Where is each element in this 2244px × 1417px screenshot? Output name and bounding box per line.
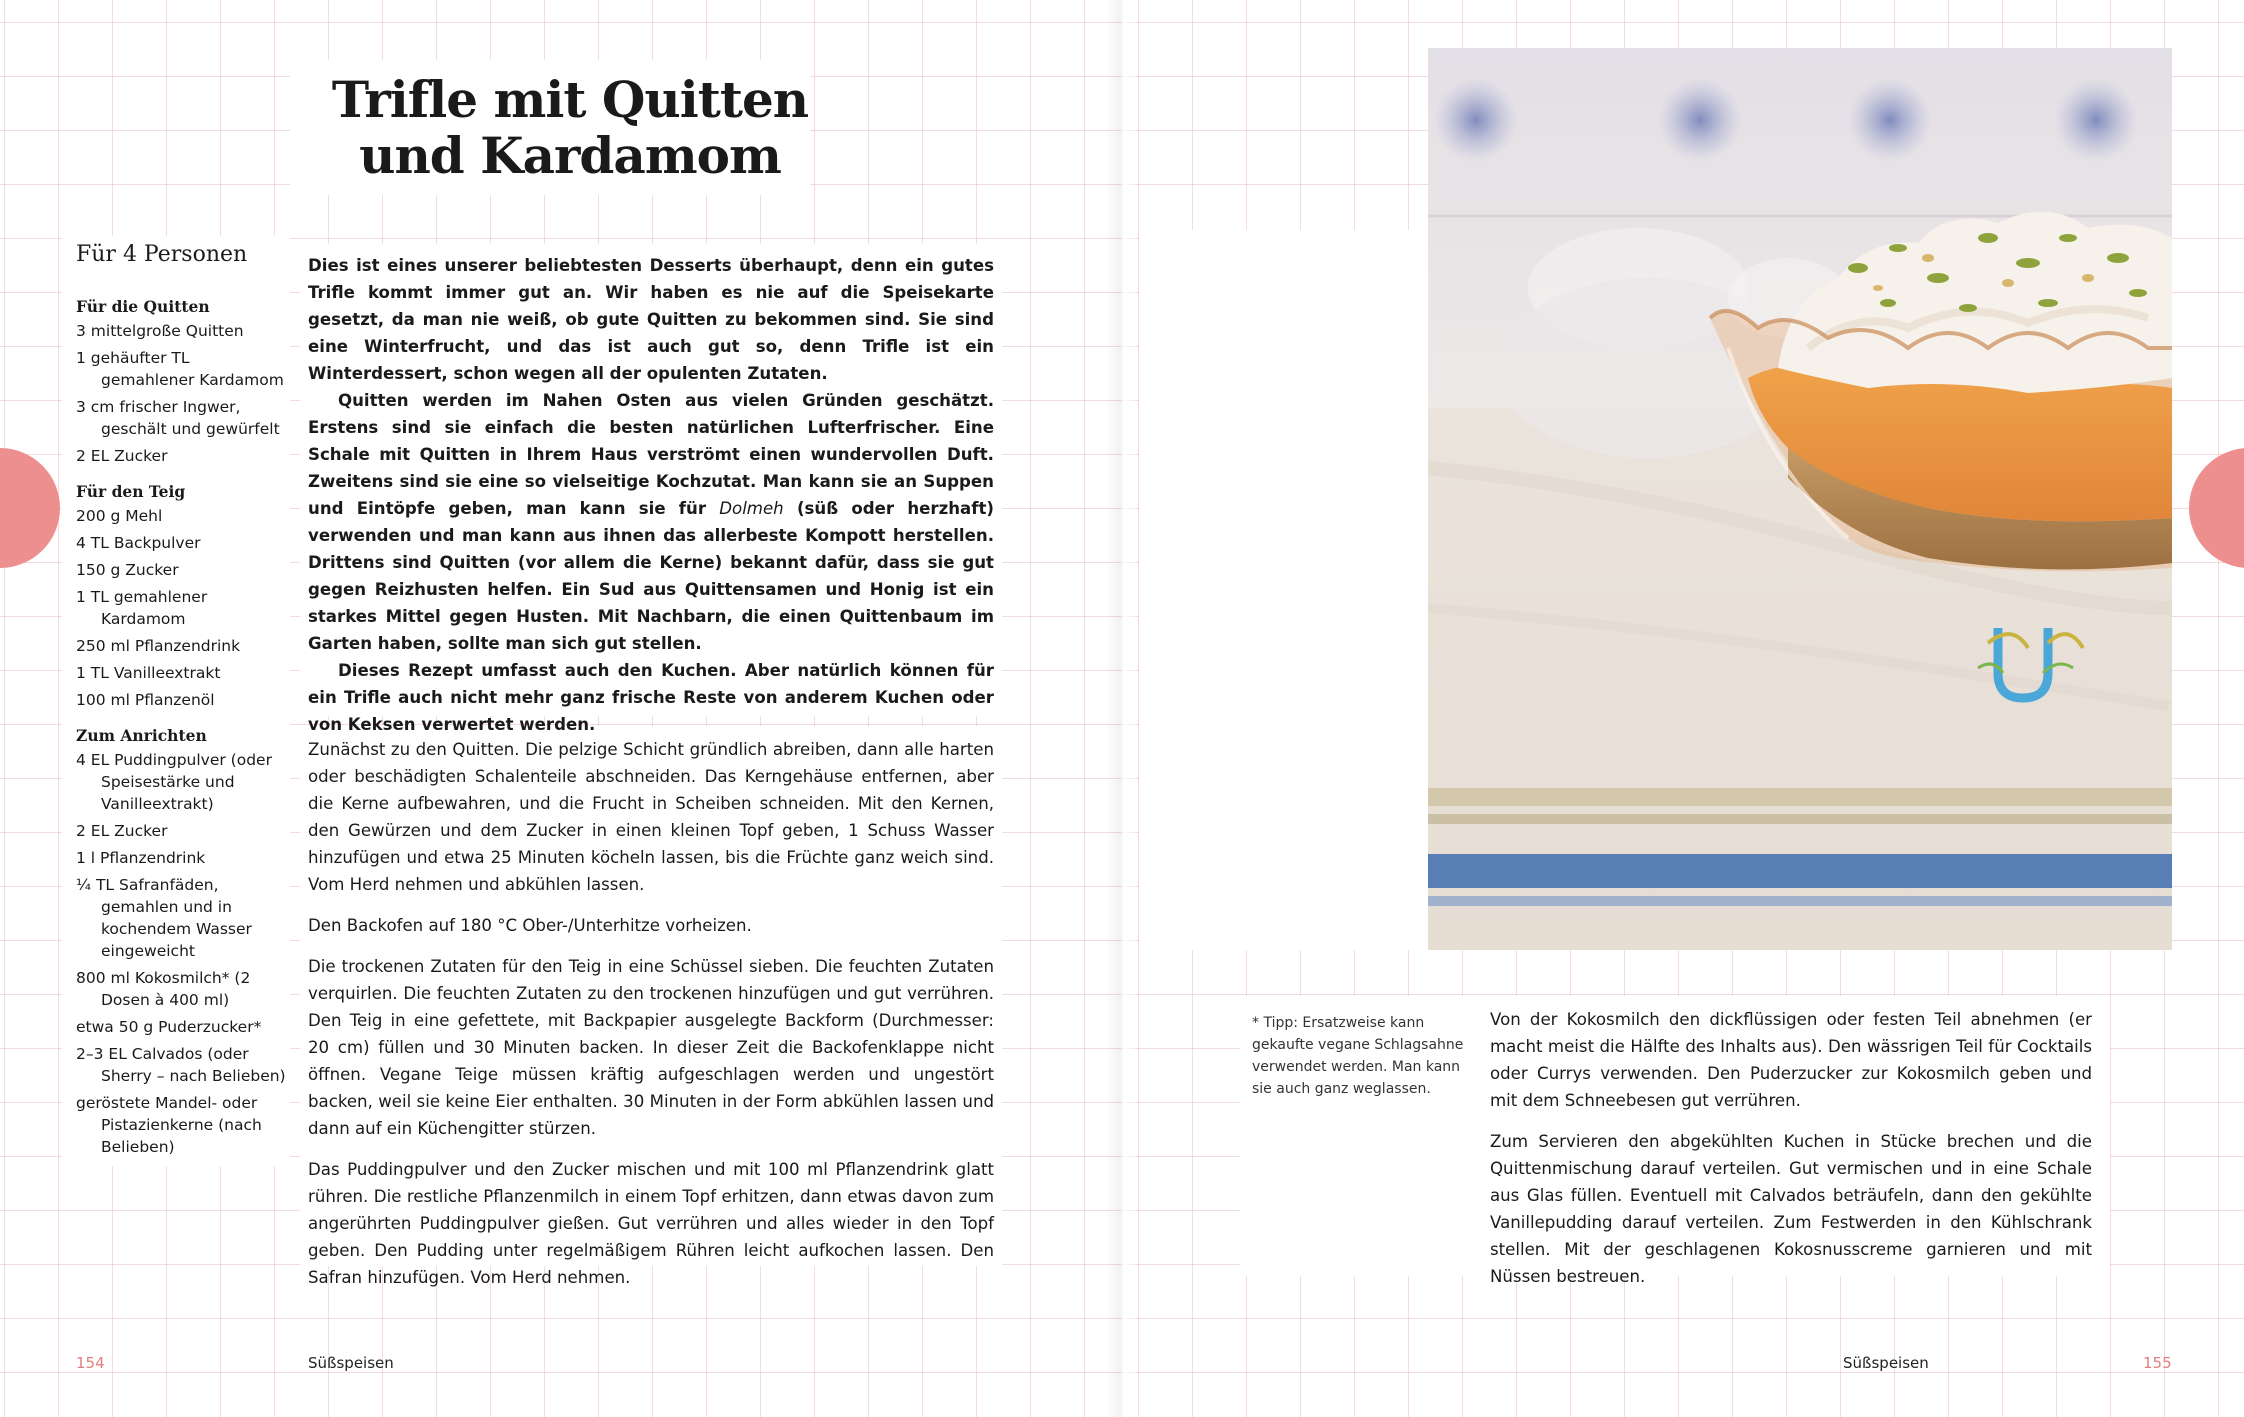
ingredient-item: 1 TL gemahlener Kardamom (76, 588, 208, 628)
book-spine (1105, 0, 1139, 1417)
ingredient-item: ¼ TL Safranfäden, gemahlen und in kochendem Wasser eingeweicht (76, 876, 252, 960)
section-label-right: Süßspeisen (1843, 1354, 1929, 1372)
ingredient-item: 1 gehäufter TL gemahlener Kardamom (76, 349, 284, 389)
page-number-right: 155 (2143, 1354, 2172, 1372)
ingredient-item: 150 g Zucker (76, 561, 179, 579)
intro-paragraph: Quitten werden im Nahen Osten aus vielen Gründen geschätzt. Erstens sind sie einfach die besten natürlichen Lufterfrischer. Eine Schale mit Quitten in Ihrem Haus verströmt einen wundervollen Duft. Zweitens sind sie eine so vielseitige Kochzutat. Man kann sie an Suppen und Eintöpfe geben, man kann sie für Dolmeh (süß oder herzhaft) verwenden und man kann aus ihnen das allerbeste Kompott herstellen. Drittens sind Quitten (vor allem die Kerne) bekannt dafür, dass sie gut gegen Reizhusten helfen. Ein Sud aus Quittensamen und Honig ist ein starkes Mittel gegen Husten. Mit Nachbarn, die einen Quittenbaum im Garten haben, sollte man sich gut stellen. (308, 391, 994, 653)
ingredient-item: 800 ml Kokosmilch* (2 Dosen à 400 ml) (76, 969, 251, 1009)
title-line-1: Trifle mit Quitten (331, 70, 809, 129)
dolmeh-term: Dolmeh (719, 499, 784, 518)
method-step: Zum Servieren den abgekühlten Kuchen in Stücke brechen und die Quittenmischung darauf verteilen. Gut vermischen und in eine Schale aus Glas füllen. Eventuell mit Calvados beträufeln, dann den gekühlte Vanillepudding darauf verteilen. Zum Festwerden in den Kühlschrank stellen. Mit der geschlagenen Kokosnusscreme garnieren und mit Nüssen bestreuen. (1490, 1132, 2092, 1286)
method-steps-right (1490, 1006, 2092, 1304)
tip-note: * Tipp: Ersatzweise kann gekaufte vegane Schlagsahne verwendet werden. Man kann sie auch ganz weglassen. (1252, 1015, 1464, 1097)
ingredient-group-heading: Zum Anrichten (76, 726, 207, 745)
ingredient-item: 2–3 EL Calvados (oder Sherry – nach Belieben) (76, 1045, 286, 1085)
method-step: Zunächst zu den Quitten. Die pelzige Schicht gründlich abreiben, dann alle harten oder beschädigten Schalenteile abschneiden. Das Kerngehäuse entfernen, aber die Kerne aufbewahren, und die Frucht in Scheiben schneiden. Mit den Kernen, den Gewürzen und dem Zucker in einen kleinen Topf geben, 1 Schuss Wasser hinzufügen und etwa 25 Minuten köcheln lassen, bis die Früchte ganz weich sind. Vom Herd nehmen und abkühlen lassen. (308, 740, 994, 894)
intro-text (308, 252, 994, 738)
ingredient-item: 200 g Mehl (76, 507, 163, 525)
method-step: Den Backofen auf 180 °C Ober-/Unterhitze vorheizen. (308, 916, 752, 935)
method-step: Das Puddingpulver und den Zucker mischen und mit 100 ml Pflanzendrink glatt rühren. Die restliche Pflanzenmilch in einem Topf erhitzen, dann etwas davon zum angerührten Puddingpulver gießen. Gut verrühren und alles wieder in den Topf geben. Den Pudding unter regelmäßigem Rühren leicht aufkochen lassen. Den Safran hinzufügen. Vom Herd nehmen. (308, 1160, 994, 1287)
right-blank-area (1139, 230, 1429, 950)
ingredient-group-heading: Für den Teig (76, 482, 186, 501)
ingredient-item: 1 l Pflanzendrink (76, 849, 206, 867)
recipe-title (290, 72, 850, 184)
ingredient-item: 2 EL Zucker (76, 447, 168, 465)
ingredient-item: 2 EL Zucker (76, 822, 168, 840)
ingredient-item: 1 TL Vanilleextrakt (76, 664, 221, 682)
page-number-left: 154 (76, 1354, 105, 1372)
method-steps-left (308, 736, 994, 1305)
ingredient-item: 250 ml Pflanzendrink (76, 637, 241, 655)
ingredient-item: 4 EL Puddingpulver (oder Speisestärke und Vanilleextrakt) (76, 751, 272, 813)
method-step: Die trockenen Zutaten für den Teig in eine Schüssel sieben. Die feuchten Zutaten verquirlen. Die feuchten Zutaten zu den trockenen hinzufügen und gut verrühren. Den Teig in eine gefettete, mit Backpapier ausgelegte Backform (Durchmesser: 20 cm) füllen und 30 Minuten backen. In dieser Zeit die Backofenklappe nicht öffnen. Vegane Teige müssen kräftig aufgeschlagen werden und ungestört backen, weil sie keine Eier enthalten. 30 Minuten in der Form abkühlen lassen und dann auf ein Küchengitter stürzen. (308, 957, 994, 1138)
right-side-tab (2189, 448, 2244, 568)
ingredient-item: 4 TL Backpulver (76, 534, 201, 552)
title-line-2: und Kardamom (359, 126, 781, 185)
intro-paragraph: Dieses Rezept umfasst auch den Kuchen. Aber natürlich können für ein Trifle auch nicht mehr ganz frische Reste von anderem Kuchen oder von Keksen verwertet werden. (308, 661, 994, 734)
trifle-photo (1428, 48, 2172, 950)
ingredient-item: etwa 50 g Puderzucker* (76, 1018, 262, 1036)
left-side-tab (0, 448, 60, 568)
method-step: Von der Kokosmilch den dickflüssigen oder festen Teil abnehmen (er macht meist die Hälfte des Inhalts aus). Den wässrigen Teil für Cocktails oder Currys verwenden. Den Puderzucker zur Kokosmilch geben und mit dem Schneebesen gut verrühren. (1490, 1010, 2092, 1110)
ingredient-group-heading: Für die Quitten (76, 297, 210, 316)
ingredient-item: geröstete Mandel- oder Pistazienkerne (nach Belieben) (76, 1094, 262, 1156)
ingredients-list (76, 244, 286, 1163)
section-label-left: Süßspeisen (308, 1354, 394, 1372)
ingredient-item: 3 cm frischer Ingwer, geschält und gewürfelt (76, 398, 280, 438)
ingredient-item: 100 ml Pflanzenöl (76, 691, 215, 709)
ingredient-item: 3 mittelgroße Quitten (76, 322, 244, 340)
servings: Für 4 Personen (76, 242, 248, 267)
intro-paragraph: Dies ist eines unserer beliebtesten Desserts überhaupt, denn ein gutes Trifle kommt immer gut an. Wir haben es nie auf die Speisekarte gesetzt, da man nie weiß, ob gute Quitten zu bekommen sind. Sie sind eine Winterfrucht, und das ist auch gut so, denn Trifle ist ein Winterdessert, schon wegen all der opulenten Zutaten. (308, 256, 994, 383)
